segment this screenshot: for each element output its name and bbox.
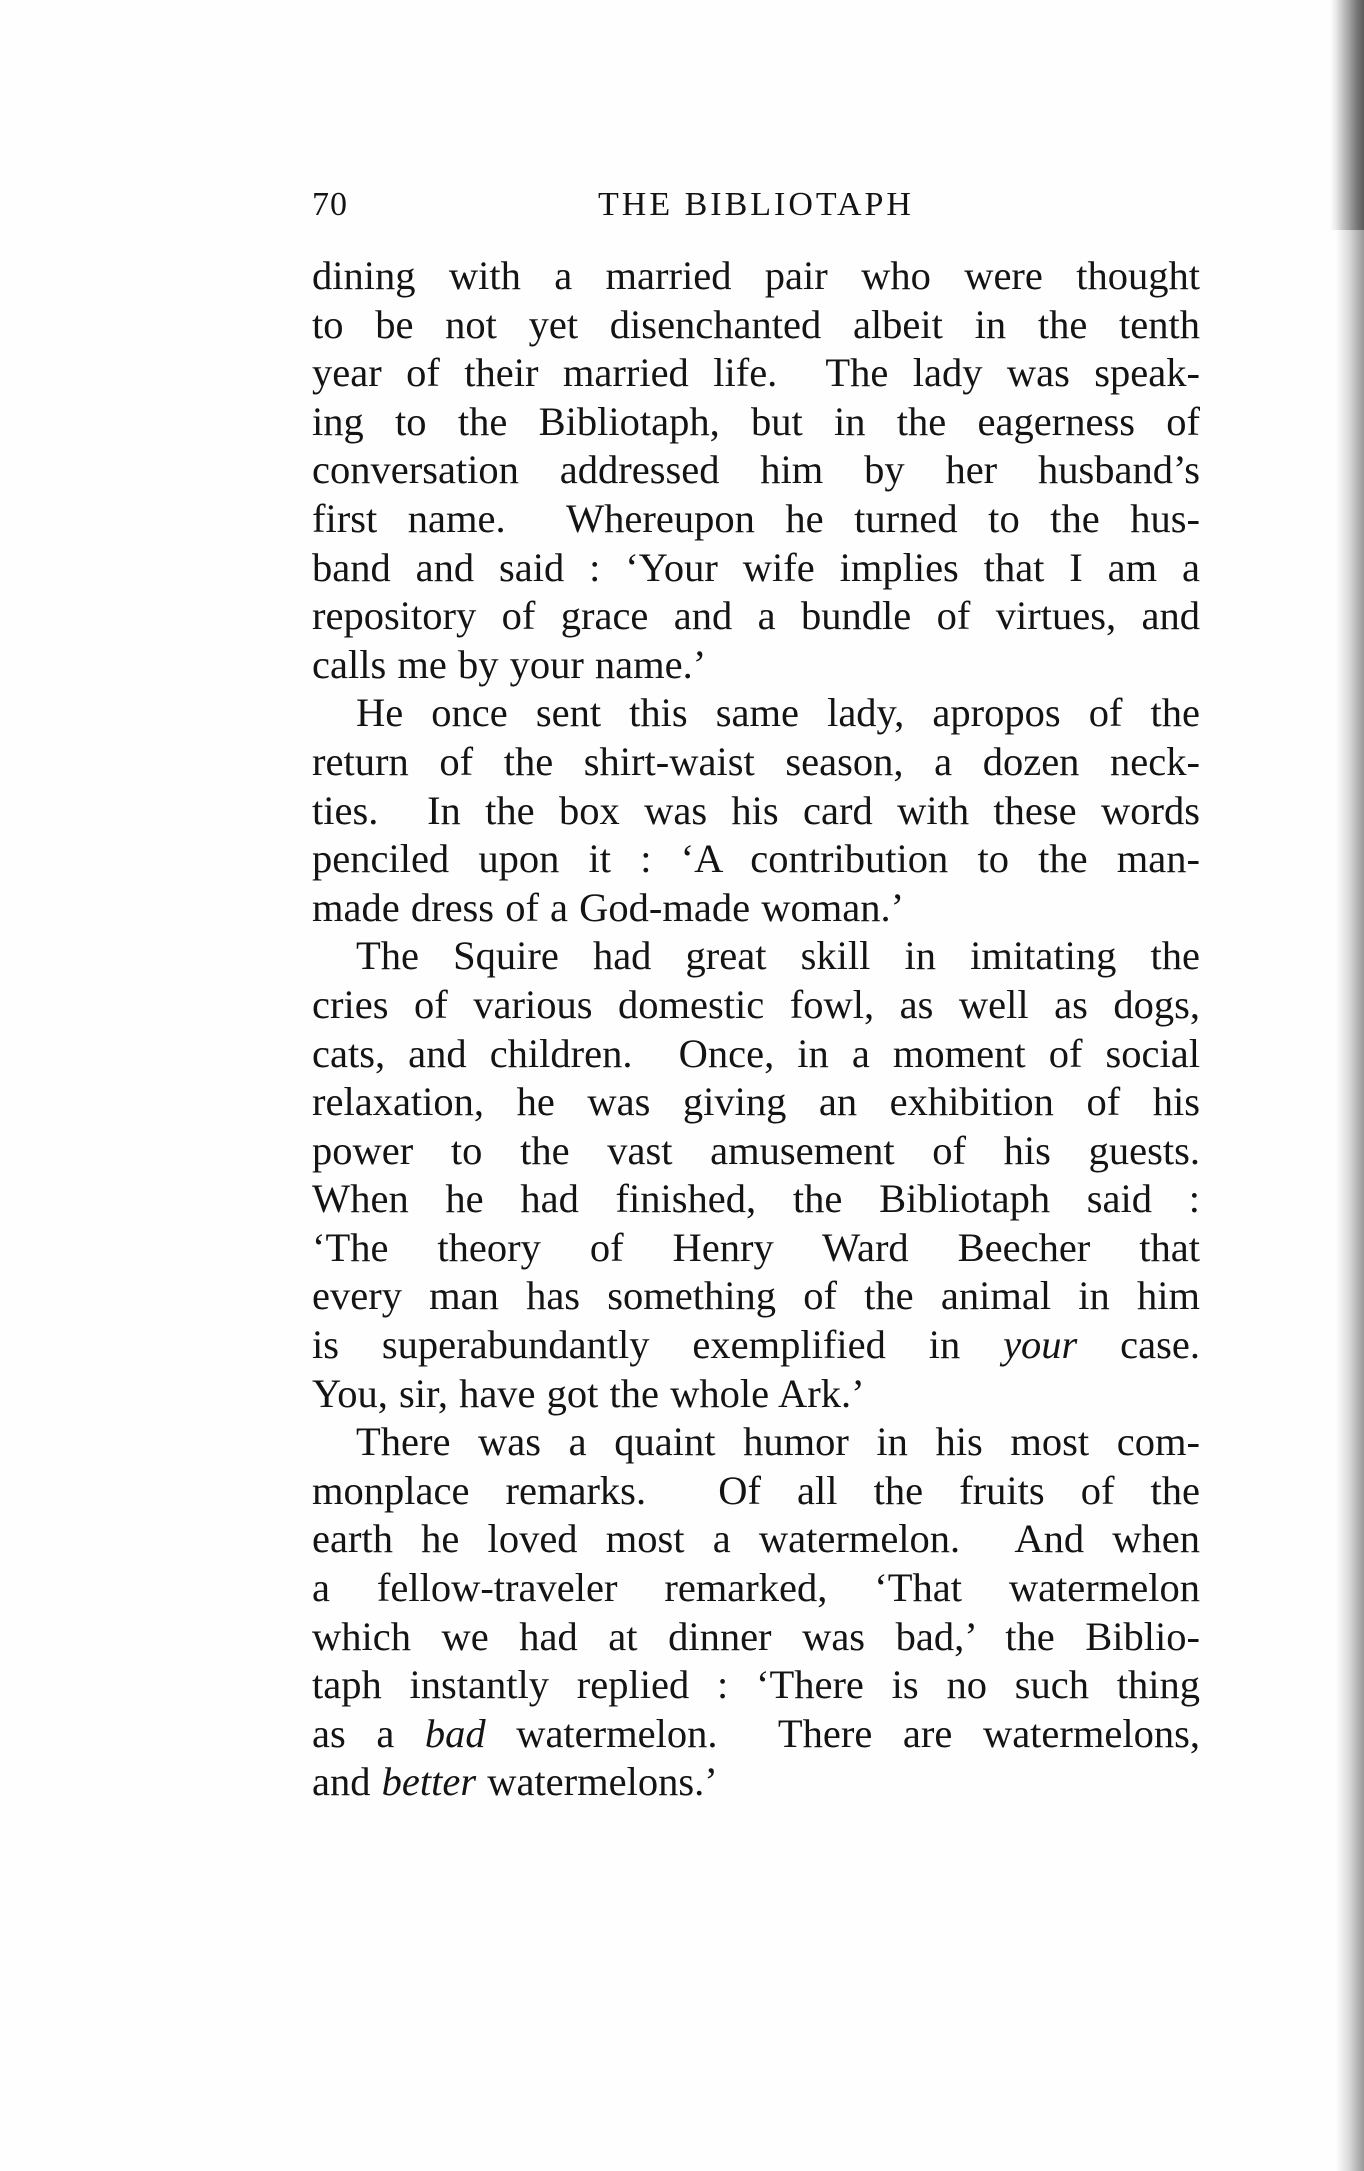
page-gutter-shadow: [1336, 0, 1364, 2171]
text-line: conversation addressed him by her husband’s: [312, 447, 1200, 493]
text-line: When he had finished, the Bibliotaph said :: [312, 1176, 1200, 1222]
page-header: [312, 186, 1200, 236]
text-line: band and said : ‘Your wife implies that I am a: [312, 544, 1200, 590]
text-line: power to the vast amusement of his guests.: [312, 1127, 1200, 1173]
text-line: cats, and children. Once, in a moment of social: [312, 1030, 1200, 1076]
text-line: as a bad watermelon. There are watermelons,: [312, 1710, 1200, 1756]
text-line: calls me by your name.’: [312, 641, 707, 687]
text-line: ties. In the box was his card with these words: [312, 787, 1200, 833]
text-line: return of the shirt-waist season, a dozen neck-: [312, 738, 1200, 784]
text-line: taph instantly replied : ‘There is no such thing: [312, 1662, 1200, 1708]
body-text: [312, 252, 1200, 1807]
text-line: penciled upon it : ‘A contribution to the man-: [312, 836, 1200, 882]
text-line: There was a quaint humor in his most com-: [356, 1419, 1200, 1465]
running-head: THE BIBLIOTAPH: [598, 186, 914, 223]
text-line: cries of various domestic fowl, as well as dogs,: [312, 981, 1200, 1027]
text-line: first name. Whereupon he turned to the hus-: [312, 495, 1200, 541]
text-line: every man has something of the animal in him: [312, 1273, 1200, 1319]
text-line: relaxation, he was giving an exhibition of his: [312, 1079, 1200, 1125]
text-line: earth he loved most a watermelon. And when: [312, 1516, 1200, 1562]
text-line: made dress of a God-made woman.’: [312, 884, 905, 930]
page-number: 70: [312, 186, 348, 223]
text-line: year of their married life. The lady was speak-: [312, 350, 1200, 396]
text-line: The Squire had great skill in imitating the: [356, 933, 1200, 979]
text-line: a fellow-traveler remarked, ‘That watermelon: [312, 1565, 1200, 1611]
text-line: is superabundantly exemplified in your case.: [312, 1322, 1200, 1368]
italic-emphasis: bad: [424, 1710, 486, 1756]
text-line: He once sent this same lady, apropos of the: [356, 690, 1200, 736]
text-line: You, sir, have got the whole Ark.’: [312, 1370, 865, 1416]
text-line: which we had at dinner was bad,’ the Biblio-: [312, 1613, 1200, 1659]
page-gutter-shadow-top: [1330, 0, 1364, 230]
text-line: and better watermelons.’: [312, 1759, 718, 1805]
text-line: to be not yet disenchanted albeit in the tenth: [312, 301, 1200, 347]
italic-emphasis: your: [1003, 1322, 1078, 1368]
italic-emphasis: better: [381, 1759, 477, 1805]
text-line: ing to the Bibliotaph, but in the eagerness of: [312, 398, 1200, 444]
text-line: dining with a married pair who were thought: [312, 253, 1200, 298]
text-line: monplace remarks. Of all the fruits of the: [312, 1467, 1200, 1513]
text-line: ‘The theory of Henry Ward Beecher that: [312, 1224, 1200, 1270]
text-line: repository of grace and a bundle of virtues, and: [312, 593, 1200, 639]
